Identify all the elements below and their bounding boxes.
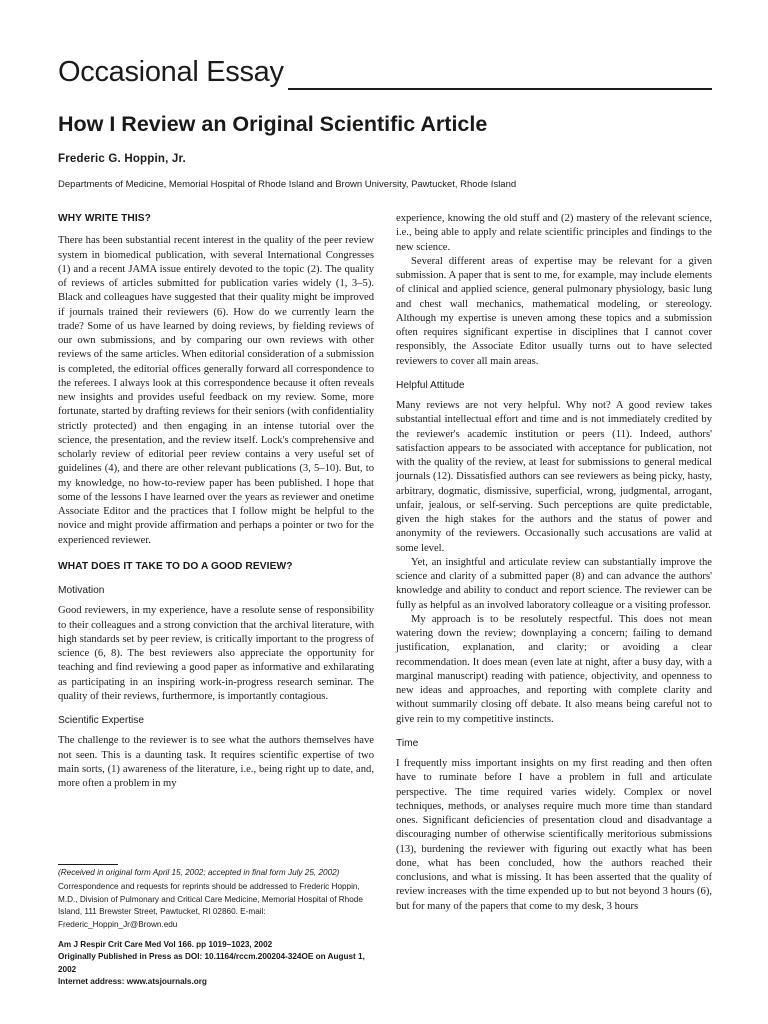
paragraph-why: There has been substantial recent interest in the quality of the peer review system in biomedical publication, with several International Congresses (1) and a recent JAMA issue entirely devoted to the topic (2). The quality of reviews of articles submitted for publication varies widely (1, 3–5). Black and colleagues have suggested that their quality might be improved if journals trained their reviewers (6). How do we currently learn the trade? Some of us have learned by doing reviews, by fielding reviews of our own submissions, and by comparing our own reviews with other reviews of the same articles. When editorial consideration of a submission is completed, the editorial offices generally forward all correspondence to the referees. I always look at this correspondence because it often reveals new insights and provides useful feedback on my review. Some, more fortunate, started by drafting reviews for their seniors (with confidentiality strictly protected) and then engaging in an intense tutorial over the science, the presentation, and the review itself. Lock's comprehensive and scholarly review of editorial peer review contains a very useful set of guidelines (4), and there are other relevant publications (3, 5–10). But, to my knowledge, no how-to-review paper has been published. I hope that some of the lessons I have learned over the years as reviewer and onetime Associate Editor and the practices that I follow might be helpful to the novice and might provide affirmation and perhaps a pointer or two for the experienced reviewer. — [58, 235, 374, 546]
section-rule — [288, 88, 712, 90]
left-column — [58, 212, 374, 791]
subheading-motivation: Motivation — [58, 585, 105, 596]
subheading-scientific-expertise: Scientific Expertise — [58, 715, 145, 726]
received-dates: (Received in original form April 15, 2002; accepted in final form July 25, 2002) — [58, 868, 340, 877]
heading-good-review: WHAT DOES IT TAKE TO DO A GOOD REVIEW? — [58, 560, 293, 572]
paragraph-expertise: The challenge to the reviewer is to see what the authors themselves have not seen. This is a daunting task. It requires scientific expertise of two main sorts, (1) awareness of the literature, i.e., being right up to date, and, more often a problem in my — [58, 735, 374, 789]
subheading-time: Time — [396, 737, 419, 749]
paragraph-expertise-areas: Several different areas of expertise may be relevant for a given submission. A paper that is sent to me, for example, may include elements of clinical and applied science, general pulmonary physiology, basic lung and chest wall mechanics, mathematical modeling, or stereology. Although my expertise is uneven among these topics and a submission often requires significant expertise in disciplines that I cannot cover responsibly, the Associate Editor usually turns out to have selected reviewers to cover all main areas. — [396, 255, 712, 367]
doi-line: Originally Published in Press as DOI: 10.1164/rccm.200204-324OE on August 1, 2002 — [58, 952, 365, 974]
correspondence-note: Correspondence and requests for reprints should be addressed to Frederic Hoppin, M.D., Division of Pulmonary and Critical Care Medicine, Memorial Hospital of Rhode Island, 111 Brewster Street, Pawtucket, RI 02860. E-mail: Frederic_Hoppin_Jr@Brown.edu — [58, 882, 363, 929]
paragraph-attitude-3: My approach is to be resolutely respectful. This does not mean watering down the review; downplaying a concern; failing to demand justification, explanation, and clarity; or avoiding a clear recommendation. It does mean (even late at night, after a busy day, with a marginal manuscript) reading with patience, objectivity, and openness to new ideas and approaches, and reporting with complete clarity and without summarily closing off debate. It also means being careful not to give rein to my competitive instincts. — [396, 613, 712, 725]
internet-address: Internet address: www.atsjournals.org — [58, 977, 207, 987]
heading-why-write-this: WHY WRITE THIS? — [58, 213, 151, 224]
journal-citation: Am J Respir Crit Care Med Vol 166. pp 1019–1023, 2002 — [58, 940, 273, 950]
paragraph-attitude-2: Yet, an insightful and articulate review can substantially improve the science and clarity of a submitted paper (8) and can advance the authors' knowledge and ability to conduct and report science. The reviewer can be fully as helpful as an involved laboratory colleague or a visiting professor. — [396, 556, 712, 611]
article-title: How I Review an Original Scientific Article — [58, 112, 488, 136]
paragraph-attitude-1: Many reviews are not very helpful. Why not? A good review takes substantial intellectual effort and time and is not immediately credited by the reviewer's academic institution or peers (11). Indeed, authors' satisfaction appears to be associated with acceptance for publication, not with the quality of the review, at least for submissions to general medical journals (12). Dissatisfied authors can see reviewers as being picky, hasty, arbitrary, dogmatic, dismissive, superficial, wrong, judgmental, arrogant, unfair, jealous, or self-serving. Such perceptions are quite predictable, given the high stakes for the authors and the status of power and anonymity of the reviewers. Occasionally such accusations are valid at some level. — [396, 400, 712, 554]
paragraph-motivation: Good reviewers, in my experience, have a resolute sense of responsibility to their colleagues and a strong conviction that the archival literature, with high standards set by peer review, is critically important to the progress of science (6, 8). The best reviewers also appreciate the opportunity for teaching and find reviewing a good paper as informative and exhilarating as participating in an inspiring work-in-progress research seminar. The quality of their reviews, furthermore, is importantly contagious. — [58, 605, 374, 702]
paragraph-expertise-continued: experience, knowing the old stuff and (2) mastery of the relevant science, i.e., being able to apply and relate scientific principles and findings to the new science. — [396, 213, 712, 253]
subheading-helpful-attitude: Helpful Attitude — [396, 379, 465, 391]
author-line: Frederic G. Hoppin, Jr. — [58, 153, 186, 165]
affiliation: Departments of Medicine, Memorial Hospital of Rhode Island and Brown University, Pawtucket, Rhode Island — [58, 179, 517, 190]
footnote-block — [58, 864, 376, 989]
footnote-rule — [58, 864, 118, 865]
citation-block — [58, 939, 376, 989]
paragraph-time: I frequently miss important insights on my first reading and then often have to ruminate before I have a problem in full and articulate perspective. The time required varies widely. Complex or novel techniques, methods, or analyses require much more time than standard ones. Significant deficiencies of presentation cloud and disadvantage a discouraging number of otherwise scientifically meritorious submissions (13), burdening the reviewer with figuring out exactly what has been done, what has been concluded, how the authors reached their conclusions, and what is missing. It has been asserted that the quality of review increases with the time expended up to but not beyond 3 hours (6), but for many of the papers that come to my desk, 3 hours — [396, 758, 712, 912]
section-heading: Occasional Essay — [58, 56, 284, 88]
right-column — [396, 212, 712, 914]
